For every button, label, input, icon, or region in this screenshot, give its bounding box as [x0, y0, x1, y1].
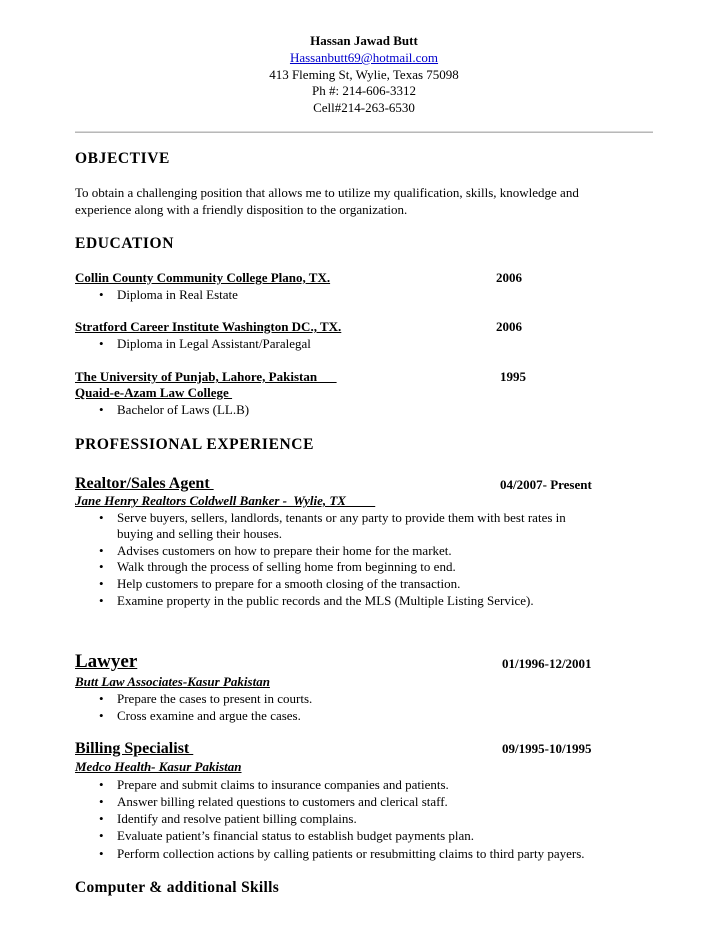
education-year: 1995: [500, 369, 526, 384]
job-duty: Answer billing related questions to customers and clerical staff.: [117, 794, 448, 809]
job-duty: Cross examine and argue the cases.: [117, 708, 301, 723]
email-row: [0, 49, 728, 67]
education-heading: EDUCATION: [75, 235, 174, 252]
job-duty: Prepare and submit claims to insurance companies and patients.: [117, 777, 449, 792]
job-company: Butt Law Associates-Kasur Pakistan: [75, 674, 270, 689]
bullet: •: [99, 708, 104, 723]
bullet: •: [99, 543, 104, 558]
education-detail: Diploma in Legal Assistant/Paralegal: [117, 336, 311, 351]
job-company: Medco Health- Kasur Pakistan: [75, 759, 242, 774]
objective-line-1: To obtain a challenging position that allows me to utilize my qualification, skills, knowledge and: [75, 185, 579, 200]
bullet: •: [99, 777, 104, 792]
education-school: Stratford Career Institute Washington DC., TX.: [75, 319, 342, 334]
bullet: •: [99, 593, 104, 608]
bullet: •: [99, 336, 104, 351]
education-detail: Bachelor of Laws (LL.B): [117, 402, 250, 417]
job-duty: Advises customers on how to prepare their home for the market.: [117, 543, 452, 558]
education-school: The University of Punjab, Lahore, Pakistan: [75, 369, 337, 384]
bullet: •: [99, 828, 104, 843]
header-divider: [75, 131, 653, 133]
education-detail: Diploma in Real Estate: [117, 287, 238, 302]
bullet: •: [99, 846, 104, 861]
job-dates: 04/2007- Present: [500, 477, 592, 492]
experience-heading: PROFESSIONAL EXPERIENCE: [75, 436, 315, 453]
skills-heading: Computer & additional Skills: [75, 879, 280, 896]
job-duty: Walk through the process of selling home from beginning to end.: [117, 559, 456, 574]
education-year: 2006: [496, 319, 522, 334]
objective-line-2: experience along with a friendly disposition to the organization.: [75, 202, 408, 217]
bullet: •: [99, 559, 104, 574]
address: 413 Fleming St, Wylie, Texas 75098: [269, 67, 459, 82]
objective-heading: OBJECTIVE: [75, 150, 170, 167]
job-duty: Prepare the cases to present in courts.: [117, 691, 313, 706]
job-duty: Perform collection actions by calling patients or resubmitting claims to third party payers.: [117, 846, 585, 861]
bullet: •: [99, 576, 104, 591]
job-duty: Help customers to prepare for a smooth closing of the transaction.: [117, 576, 461, 591]
job-title: Billing Specialist: [75, 740, 194, 757]
education-college: Quaid-e-Azam Law College: [75, 385, 233, 400]
bullet: •: [99, 691, 104, 706]
job-title: Lawyer: [75, 651, 138, 672]
job-title: Realtor/Sales Agent: [75, 475, 214, 492]
job-company: Jane Henry Realtors Coldwell Banker - Wylie, TX: [75, 493, 376, 508]
education-year: 2006: [496, 270, 522, 285]
bullet: •: [99, 794, 104, 809]
email-link[interactable]: Hassanbutt69@hotmail.com: [289, 50, 439, 65]
job-duty-continued: buying and selling their houses.: [117, 526, 283, 541]
bullet: •: [99, 811, 104, 826]
bullet: •: [99, 402, 104, 417]
job-duty: Evaluate patient’s financial status to establish budget payments plan.: [117, 828, 475, 843]
education-school: Collin County Community College Plano, TX.: [75, 270, 331, 285]
cell-phone: Cell#214-263-6530: [313, 100, 415, 115]
bullet: •: [99, 287, 104, 302]
phone: Ph #: 214-606-3312: [312, 83, 416, 98]
job-duty: Serve buyers, sellers, landlords, tenants or any party to provide them with best rates in: [117, 510, 566, 525]
job-dates: 09/1995-10/1995: [502, 741, 592, 756]
job-duty: Identify and resolve patient billing complains.: [117, 811, 357, 826]
job-duty: Examine property in the public records and the MLS (Multiple Listing Service).: [117, 593, 534, 608]
job-dates: 01/1996-12/2001: [502, 656, 592, 671]
bullet: •: [99, 510, 104, 525]
candidate-name: Hassan Jawad Butt: [310, 33, 418, 48]
